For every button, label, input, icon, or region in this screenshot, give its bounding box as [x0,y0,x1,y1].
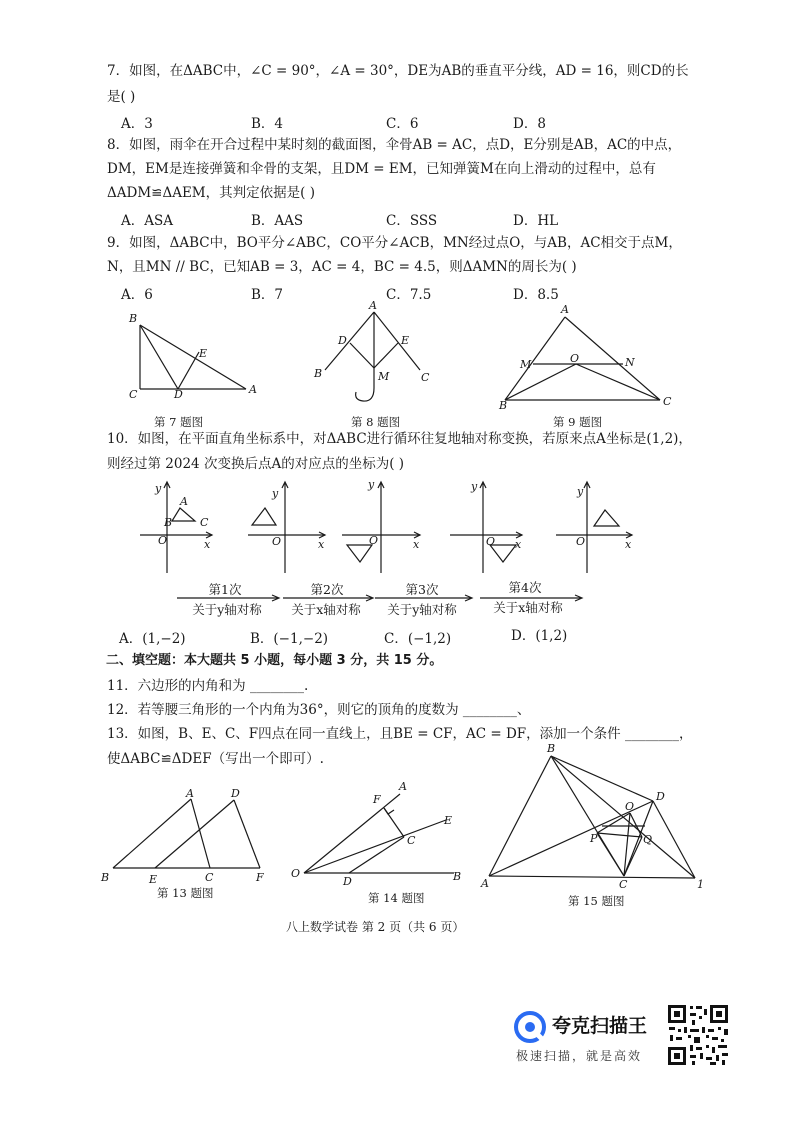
svg-text:P: P [590,832,598,845]
step-4-label: 第4次 [508,580,542,595]
svg-text:A: A [186,787,194,800]
qr-code-icon [666,1003,730,1067]
fig9-caption: 第 9 题图 [553,415,603,429]
fig15-caption: 第 15 题图 [568,894,625,908]
svg-text:y: y [577,485,584,498]
svg-text:D: D [338,334,347,347]
step-1-label: 第1次 [208,582,242,597]
svg-text:y: y [155,482,162,495]
svg-text:D: D [174,388,183,401]
svg-text:E: E [444,814,453,827]
q9-option-d: D．8.5 [513,287,559,303]
q12-stem: 12．若等腰三角形的一个内角为36°，则它的顶角的度数为 ________、 [107,702,531,718]
page-footer: 八上数学试卷 第 2 页（共 6 页） [286,920,465,934]
q8-option-d: D．HL [513,213,559,229]
fig8-caption: 第 8 题图 [351,415,401,429]
svg-text:x: x [318,538,325,551]
q7-stem-line2: 是( ) [107,89,136,105]
q7-stem-line1: 7．如图，在ΔABC中，∠C = 90°，∠A = 30°，DE为AB的垂直平分线，AD = 16，则CD的长 [107,63,689,79]
svg-text:C: C [205,871,214,884]
svg-text:E: E [199,347,208,360]
q9-option-c: C．7.5 [386,287,432,303]
q9-option-b: B．7 [251,287,284,303]
svg-text:C: C [663,395,672,408]
q10-option-c: C．(−1,2) [384,631,452,647]
q10-option-a: A．(1,−2) [119,631,186,647]
svg-text:B: B [314,367,323,380]
q7-option-c: C．6 [386,116,419,132]
q8-option-a: A．ASA [121,213,173,229]
svg-text:B: B [129,312,138,325]
q7-option-a: A．3 [121,116,153,132]
q10-option-d: D．(1,2) [511,628,568,644]
svg-text:O: O [570,352,580,365]
svg-text:D: D [656,790,665,803]
svg-text:A: A [561,303,569,316]
svg-text:x: x [625,538,632,551]
svg-text:B: B [164,516,173,529]
svg-text:N: N [625,356,635,369]
svg-text:x: x [204,538,211,551]
svg-text:A: A [369,299,377,312]
svg-text:A: A [180,495,188,508]
svg-text:y: y [471,480,478,493]
step-3-label: 第3次 [405,582,439,597]
scanner-slogan: 极速扫描，就是高效 [516,1049,643,1063]
svg-text:Q: Q [643,833,653,846]
svg-text:C: C [129,388,138,401]
svg-text:C: C [421,371,430,384]
q11-stem: 11．六边形的内角和为 ________. [107,678,309,694]
svg-text:O: O [158,534,168,547]
q10-option-b: B．(−1,−2) [250,631,329,647]
svg-text:C: C [407,834,416,847]
q9-stem-line2: N，且MN // BC，已知AB = 3，AC = 4，BC = 4.5，则ΔAMN的周长为( ) [107,259,577,275]
svg-text:B: B [101,871,110,884]
svg-text:F: F [256,871,264,884]
svg-text:M: M [378,370,390,383]
scanner-logo-icon [514,1011,546,1043]
q7-option-b: B．4 [251,116,284,132]
fig13-caption: 第 13 题图 [157,886,214,900]
q7-option-d: D．8 [513,116,546,132]
section-2-heading: 二、填空题：本大题共 5 小题，每小题 3 分，共 15 分。 [106,653,443,668]
svg-text:O: O [369,534,379,547]
scanner-brand-name: 夸克扫描王 [552,1015,648,1037]
q10-stem-line2: 则经过第 2024 次变换后点A的对应点的坐标为( ) [107,456,405,472]
q8-option-b: B．AAS [251,213,304,229]
q8-stem-line1: 8．如图，雨伞在开合过程中某时刻的截面图，伞骨AB = AC，点D，E分别是AB，AC的中点， [107,137,682,153]
svg-text:C: C [200,516,209,529]
svg-text:C: C [619,878,628,891]
svg-text:B: B [499,399,508,412]
svg-text:D: D [343,875,352,888]
svg-text:O: O [291,867,301,880]
step-2-description: 关于x轴对称 [291,602,361,617]
svg-text:1: 1 [697,878,704,891]
svg-text:O: O [486,535,496,548]
svg-text:O: O [576,535,586,548]
step-1-description: 关于y轴对称 [192,602,262,617]
svg-text:O: O [272,535,282,548]
svg-text:E: E [401,334,410,347]
svg-text:A: A [399,780,407,793]
q8-stem-line3: ΔADM≌ΔAEM，其判定依据是( ) [107,185,315,201]
step-2-label: 第2次 [310,582,344,597]
svg-text:A: A [481,877,489,890]
step-3-description: 关于y轴对称 [387,602,457,617]
q9-stem-line1: 9．如图，ΔABC中，BO平分∠ABC，CO平分∠ACB，MN经过点O，与AB，AC相交于点M， [107,235,682,251]
svg-text:F: F [373,793,381,806]
q13-stem-line2: 使ΔABC≌ΔDEF（写出一个即可）. [107,751,324,767]
svg-text:x: x [515,538,522,551]
svg-text:y: y [368,478,375,491]
q8-option-c: C．SSS [386,213,438,229]
q9-option-a: A．6 [121,287,153,303]
svg-text:y: y [272,487,279,500]
q8-stem-line2: DM，EM是连接弹簧和伞骨的支架，且DM = EM，已知弹簧M在向上滑动的过程中，总有 [107,161,656,177]
q10-stem-line1: 10．如图，在平面直角坐标系中，对ΔABC进行循环往复地轴对称变换，若原来点A坐标是(1,2)， [107,431,692,447]
q13-stem-line1: 13．如图，B、E、C、F四点在同一直线上，且BE = CF，AC = DF，添加一个条件 ________， [107,726,693,742]
step-4-description: 关于x轴对称 [493,600,563,615]
svg-text:D: D [231,787,240,800]
svg-text:x: x [413,538,420,551]
fig14-caption: 第 14 题图 [368,891,425,905]
svg-text:B: B [547,742,556,755]
fig7-caption: 第 7 题图 [154,415,204,429]
svg-text:B: B [453,870,462,883]
svg-text:E: E [149,873,158,886]
svg-text:M: M [520,358,532,371]
svg-text:A: A [249,383,257,396]
svg-text:O: O [625,800,635,813]
